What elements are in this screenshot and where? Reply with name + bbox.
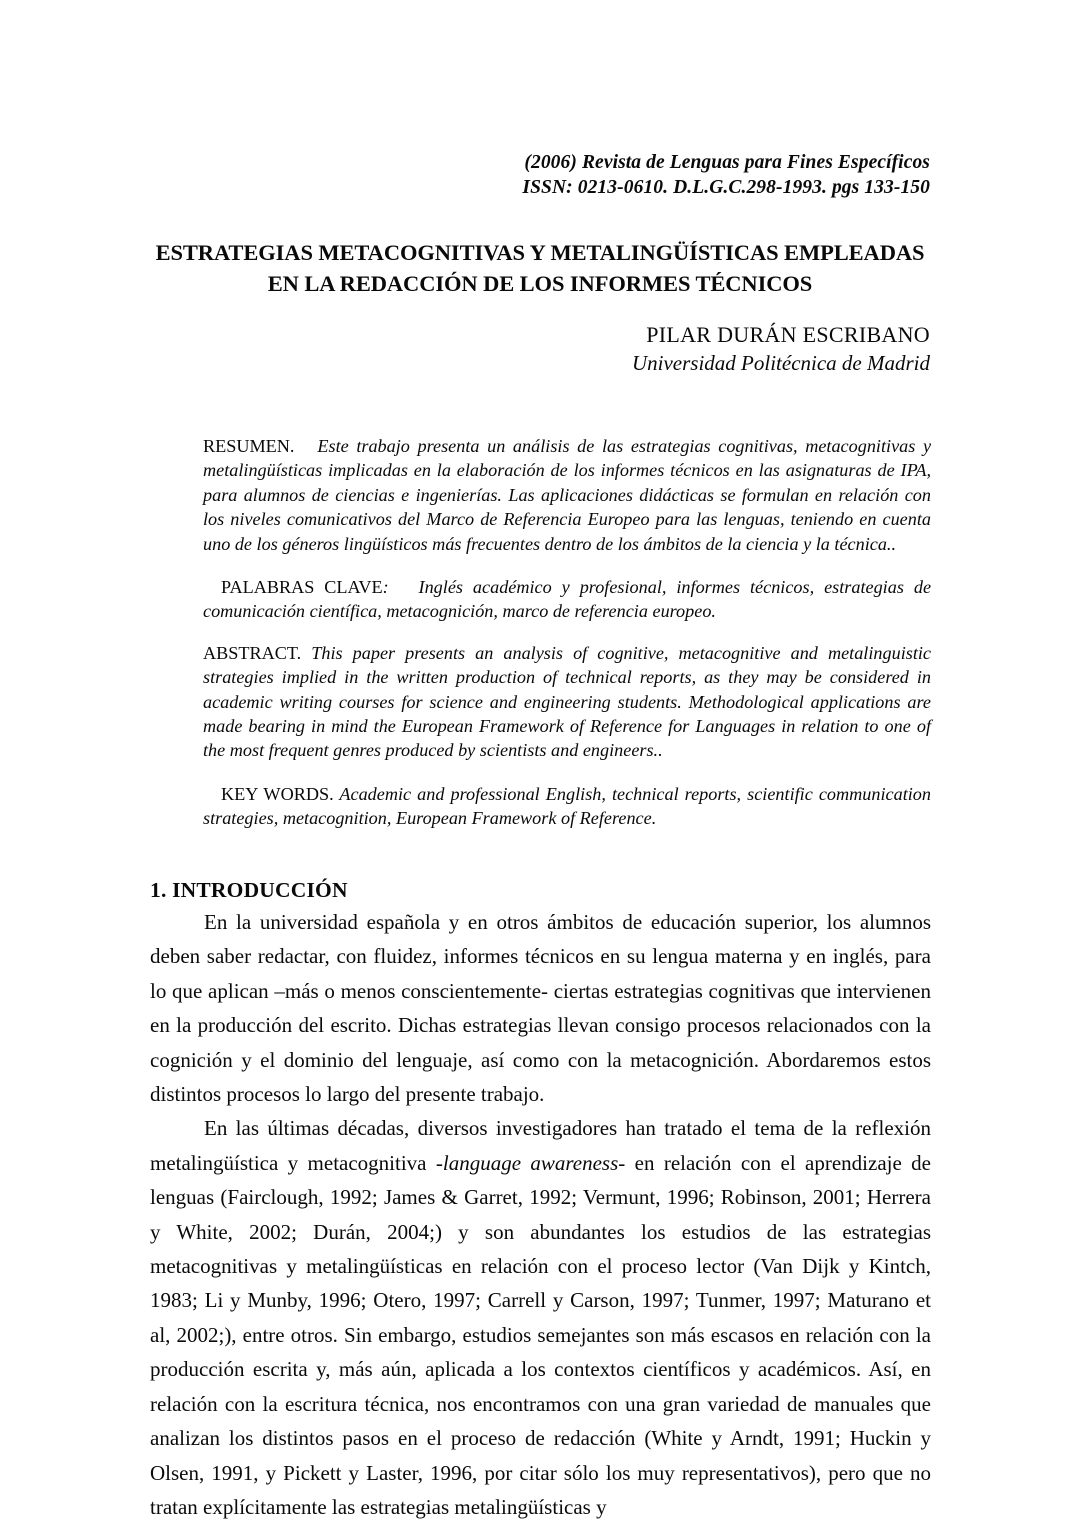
keywords-english-text: Academic and professional English, technical reports, scientific communication strategies, metacognition, European Framework of Reference. <box>203 783 931 829</box>
author-name: PILAR DURÁN ESCRIBANO <box>646 322 930 347</box>
spacer <box>203 763 931 782</box>
body-paragraph-2 <box>150 1111 931 1524</box>
keywords-spanish <box>203 575 931 624</box>
journal-header <box>150 150 930 200</box>
keywords-spanish-separator: : <box>382 577 389 598</box>
spacer <box>203 556 931 575</box>
keywords-spanish-label: PALABRAS CLAVE <box>221 577 383 598</box>
abstract-english-text: This paper presents an analysis of cognitive, metacognitive and metalinguistic strategies implied in the written production of technical reports, as they may be considered in academic writing courses for science and engineering students. Methodological applications are made bearing in mind the European Framework of Reference for Languages in relation to one of the most frequent genres produced by scientists and engineers.. <box>203 642 931 761</box>
body-paragraph-1: En la universidad española y en otros ámbitos de educación superior, los alumnos deben saber redactar, con fluidez, informes técnicos en su lengua materna y en inglés, para lo que aplican –más o menos conscientemente- ciertas estrategias cognitivas que intervienen en la producción del escrito. Dichas estrategias llevan consigo procesos relacionados con la cognición y el dominio del lenguaje, así como con la metacognición. Abordaremos estos distintos procesos lo largo del presente trabajo. <box>150 910 931 1107</box>
abstract-english-label: ABSTRACT. <box>203 642 302 663</box>
abstract-spanish-text: Este trabajo presenta un análisis de las estrategias cognitivas, metacognitivas y metalingüísticas implicadas en la elaboración de los informes técnicos en las asignaturas de IPA, para alumnos de ciencias e ingenierías. Las aplicaciones didácticas se formulan en relación con los niveles comunicativos del Marco de Referencia Europeo para las lenguas, teniendo en cuenta uno de los géneros lingüísticos más frecuentes dentro de los ámbitos de la ciencia y la técnica.. <box>203 436 932 554</box>
abstract-spanish <box>203 434 931 556</box>
author-block <box>150 320 930 378</box>
body-paragraph-2-part-2: - en relación con el aprendizaje de lenguas (Fairclough, 1992; James & Garret, 1992; Vermunt, 1996; Robinson, 2001; Herrera y White, 2002; Durán, 2004;) y son abundantes los estudios de las estrategias metacognitivas y metalingüísticas en relación con el proceso lector (Van Dijk y Kintch, 1983; Li y Munby, 1996; Otero, 1997; Carrell y Carson, 1997; Tunmer, 1997; Maturano et al, 2002;), entre otros. Sin embargo, estudios semejantes son más escasos en relación con la producción escrita y, más aún, aplicada a los contextos científicos y académicos. Así, en relación con la escritura técnica, nos encontramos con una gran variedad de manuales que analizan los distintos pasos en el proceso de redacción (White y Arndt, 1991; Huckin y Olsen, 1991, y Pickett y Laster, 1996, por citar sólo los muy representativos), pero que no tratan explícitamente las estrategias metalingüísticas y <box>150 1150 931 1519</box>
article-title-line-1: ESTRATEGIAS METACOGNITIVAS Y METALINGÜÍSTICAS EMPLEADAS <box>155 240 925 266</box>
abstract-region <box>203 434 931 831</box>
spacer <box>203 624 931 641</box>
abstract-english <box>203 641 931 763</box>
article-title-line-2: EN LA REDACCIÓN DE LOS INFORMES TÉCNICOS <box>267 271 813 297</box>
section-heading-introduccion: 1. INTRODUCCIÓN <box>150 877 348 902</box>
page-title <box>150 237 930 299</box>
body-paragraph-2-part-1: En las últimas décadas, diversos investigadores han tratado el tema de la reflexión metalingüística y metacognitiva - <box>150 1116 931 1175</box>
keywords-english-label: KEY WORDS. <box>221 783 334 804</box>
journal-header-line-2: ISSN: 0213-0610. D.L.G.C.298-1993. pgs 133-150 <box>522 177 930 198</box>
body-paragraph-2-emphasis: language awareness <box>442 1150 619 1175</box>
body-text <box>150 905 931 1524</box>
author-affiliation: Universidad Politécnica de Madrid <box>631 351 930 375</box>
keywords-english <box>203 782 931 831</box>
keywords-spanish-text: Inglés académico y profesional, informes técnicos, estrategias de comunicación científica, metacognición, marco de referencia europeo. <box>203 577 932 622</box>
abstract-spanish-label: RESUMEN. <box>203 436 295 456</box>
journal-header-line-1: (2006) Revista de Lenguas para Fines Específicos <box>524 152 930 173</box>
